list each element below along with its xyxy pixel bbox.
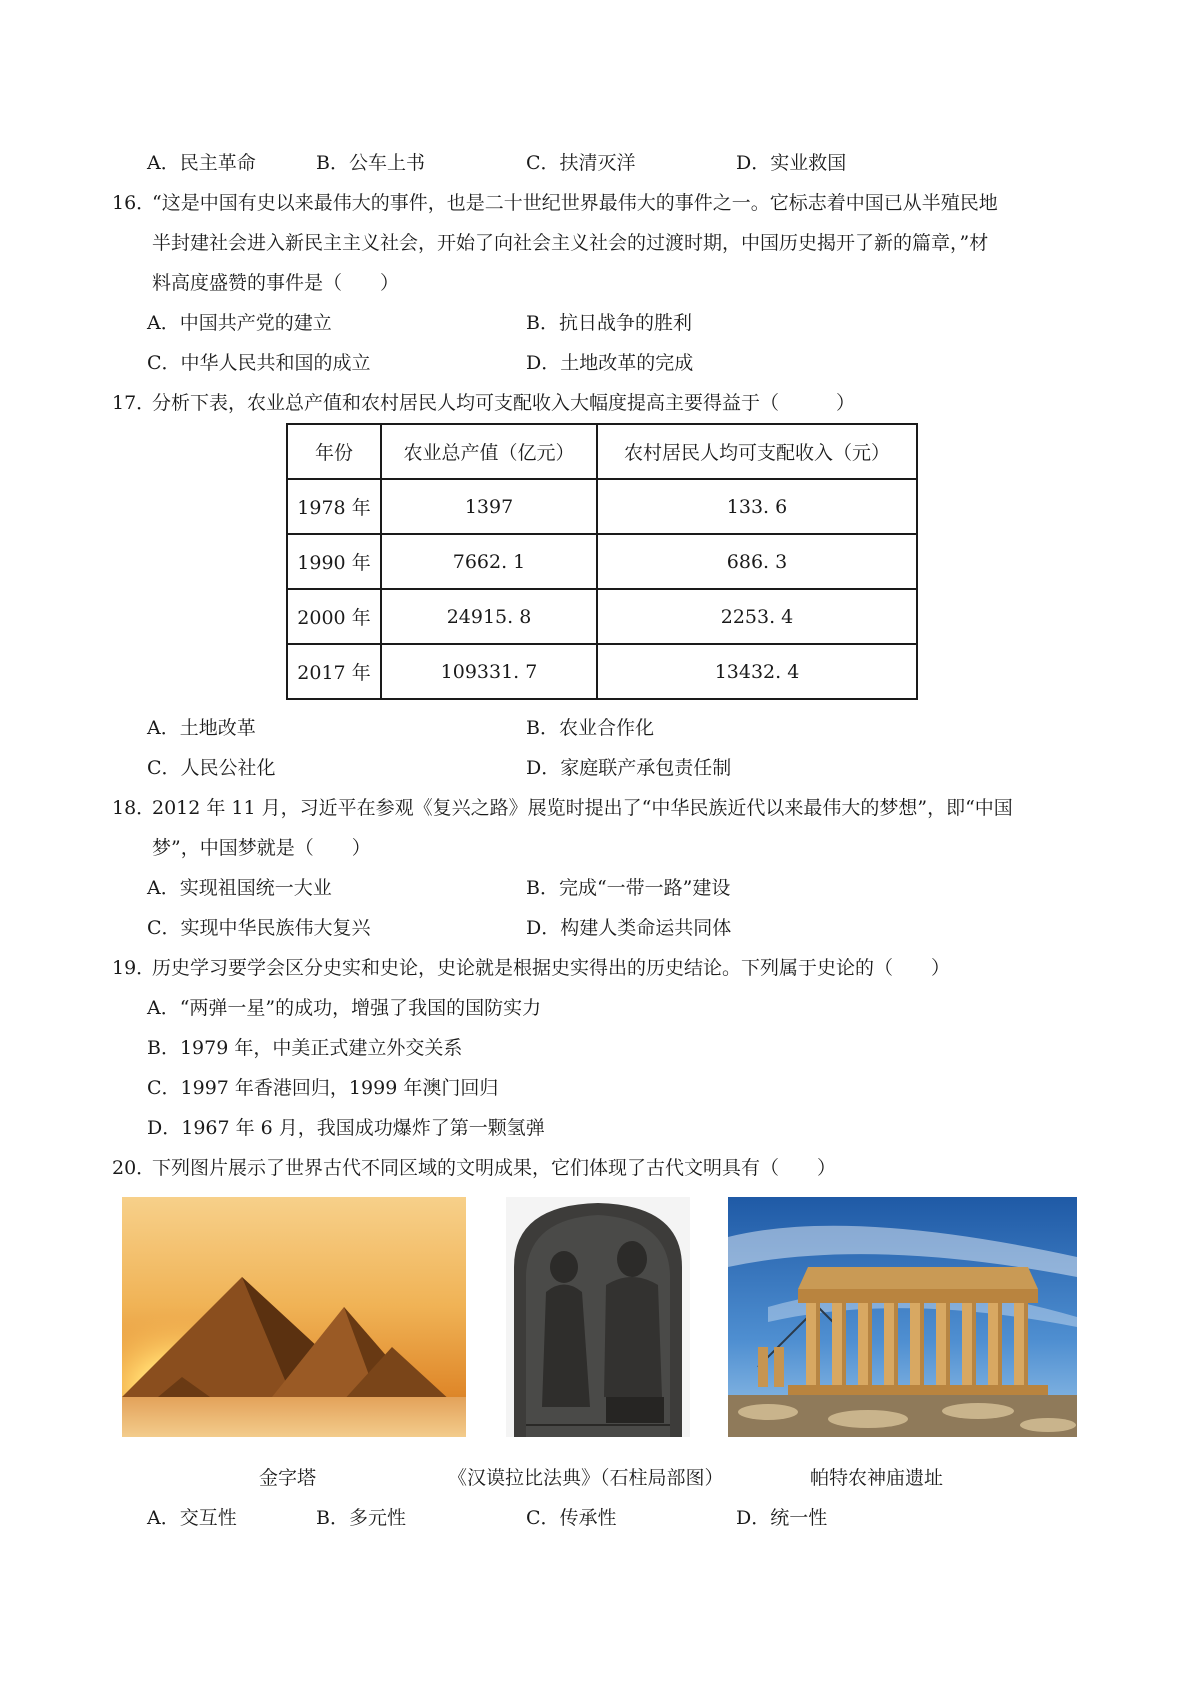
- pyramids-image: [122, 1197, 466, 1437]
- table-header-row: [287, 424, 917, 479]
- q20-option-d: D．统一性: [736, 1507, 828, 1529]
- q17-option-c: C．人民公社化: [147, 757, 276, 779]
- q16-number: 16．: [112, 192, 156, 214]
- q16-option-c: C．中华人民共和国的成立: [147, 352, 371, 374]
- q15-option-c: C．扶清灭洋: [526, 152, 636, 174]
- caption-pyramids: 金字塔: [259, 1467, 317, 1489]
- q19-option-c: C．1997 年香港回归，1999 年澳门回归: [147, 1077, 499, 1099]
- q16-option-a: A．中国共产党的建立: [147, 312, 332, 334]
- q15-option-d: D．实业救国: [736, 152, 847, 174]
- table-cell-income: 686. 3: [597, 534, 917, 589]
- pyramids-illustration: [122, 1197, 466, 1437]
- table-cell-output: 24915. 8: [381, 589, 597, 644]
- table-row: [287, 644, 917, 699]
- q20-option-c: C．传承性: [526, 1507, 617, 1529]
- q20-stem: 下列图片展示了世界古代不同区域的文明成果，它们体现了古代文明具有（ ）: [152, 1157, 837, 1179]
- q18-option-b: B．完成“一带一路”建设: [526, 877, 731, 899]
- q16-option-b: B．抗日战争的胜利: [526, 312, 692, 334]
- q17-option-b: B．农业合作化: [526, 717, 654, 739]
- code-of-hammurabi-image: [506, 1197, 690, 1437]
- table-cell-year: 1990 年: [287, 534, 381, 589]
- q19-option-d: D．1967 年 6 月，我国成功爆炸了第一颗氢弹: [147, 1117, 545, 1139]
- table-cell-year: 2017 年: [287, 644, 381, 699]
- table-row: [287, 589, 917, 644]
- q19-option-a: A．“两弹一星”的成功，增强了我国的国防实力: [147, 997, 542, 1019]
- table-cell-income: 2253. 4: [597, 589, 917, 644]
- table-row: [287, 534, 917, 589]
- table-header-output: 农业总产值（亿元）: [381, 424, 597, 479]
- q18-line-1: 2012 年 11 月，习近平在参观《复兴之路》展览时提出了“中华民族近代以来最伟大的梦想”，即“中国: [152, 797, 1013, 819]
- q19-number: 19．: [112, 957, 156, 979]
- q20-option-a: A．交互性: [147, 1507, 237, 1529]
- q16-line-3: 料高度盛赞的事件是（ ）: [152, 272, 400, 294]
- q16-line-1: “这是中国有史以来最伟大的事件，也是二十世纪世界最伟大的事件之一。它标志着中国已从半殖民地: [152, 192, 998, 214]
- table-cell-year: 1978 年: [287, 479, 381, 534]
- q19-stem: 历史学习要学会区分史实和史论，史论就是根据史实得出的历史结论。下列属于史论的（ ）: [152, 957, 951, 979]
- table-cell-output: 109331. 7: [381, 644, 597, 699]
- stele-illustration: [506, 1197, 690, 1437]
- caption-parthenon: 帕特农神庙遗址: [810, 1467, 944, 1489]
- table-cell-income: 13432. 4: [597, 644, 917, 699]
- q16-option-d: D．土地改革的完成: [526, 352, 694, 374]
- q15-option-b: B．公车上书: [316, 152, 425, 174]
- caption-hammurabi: 《汉谟拉比法典》（石柱局部图）: [448, 1467, 724, 1489]
- q20-option-b: B．多元性: [316, 1507, 406, 1529]
- q20-number: 20．: [112, 1157, 156, 1179]
- q18-line-2: 梦”，中国梦就是（ ）: [152, 837, 371, 859]
- q17-option-d: D．家庭联产承包责任制: [526, 757, 732, 779]
- table-header-income: 农村居民人均可支配收入（元）: [597, 424, 917, 479]
- table-row: [287, 479, 917, 534]
- q18-option-a: A．实现祖国统一大业: [147, 877, 332, 899]
- q15-option-a: A．民主革命: [147, 152, 256, 174]
- q18-option-d: D．构建人类命运共同体: [526, 917, 732, 939]
- table-cell-output: 1397: [381, 479, 597, 534]
- table-cell-year: 2000 年: [287, 589, 381, 644]
- q17-option-a: A．土地改革: [147, 717, 256, 739]
- q16-line-2: 半封建社会进入新民主主义社会，开始了向社会主义社会的过渡时期，中国历史揭开了新的篇章，”材: [152, 232, 989, 254]
- agriculture-income-table: [286, 423, 918, 700]
- table-header-year: 年份: [287, 424, 381, 479]
- q18-number: 18．: [112, 797, 156, 819]
- parthenon-image: [728, 1197, 1077, 1437]
- q18-option-c: C．实现中华民族伟大复兴: [147, 917, 371, 939]
- parthenon-illustration: [728, 1197, 1077, 1437]
- table-cell-output: 7662. 1: [381, 534, 597, 589]
- q17-number: 17．: [112, 392, 156, 414]
- q17-stem: 分析下表，农业总产值和农村居民人均可支配收入大幅度提高主要得益于（ ）: [152, 392, 856, 414]
- table-cell-income: 133. 6: [597, 479, 917, 534]
- q19-option-b: B．1979 年，中美正式建立外交关系: [147, 1037, 463, 1059]
